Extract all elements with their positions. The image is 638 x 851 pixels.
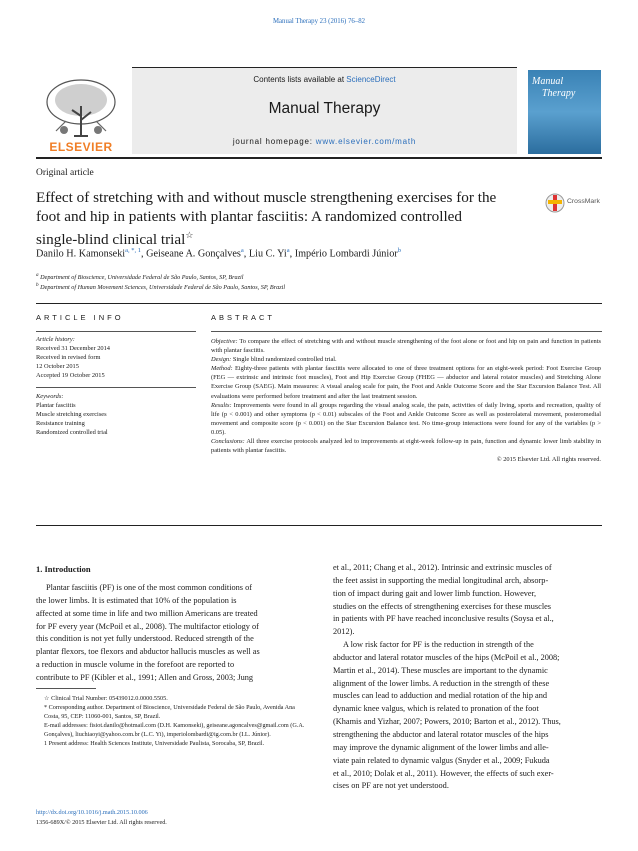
footnote-emails: E-mail addresses: fisiot.danilo@hotmail.com (D.H. Kamonseki), geiseane.agoncalves@gmail.com (G.A. Gonçalves), liuchiaoyi@yahoo.com.br (L.C. Yi), imperiolombardi@ig.com.br (I.L. Júnior). [44, 722, 305, 738]
keywords-rule [36, 387, 196, 388]
abstract-objective [211, 337, 601, 355]
homepage-link[interactable]: www.elsevier.com/math [315, 137, 417, 146]
keyword: Muscle stretching exercises [36, 411, 107, 419]
contents-line [132, 75, 517, 84]
body-line: et al., 2010; Dolak et al., 2011). However, the effects of such exer- [333, 768, 554, 778]
history-item: 12 October 2015 [36, 363, 79, 371]
abstract-method [211, 364, 601, 400]
author-list [36, 247, 596, 259]
affiliation-key: b [36, 282, 39, 288]
body-line: Martin et al., 2014). These muscles are important to the dynamic [333, 665, 548, 675]
cover-title-line-1: Manual [532, 76, 564, 87]
abstract-text: All three exercise protocols analyzed led to improvements at eight-week follow-up in pain, function and dynamic lower limb stability in patients with plantar fasciitis. [211, 438, 601, 455]
abstract-conclusions [211, 437, 601, 455]
abstract-label: Design: [211, 356, 232, 364]
journal-title: Manual Therapy [268, 100, 381, 117]
issn-copyright: 1356-689X/© 2015 Elsevier Ltd. All rights reserved. [36, 819, 167, 826]
article-history [36, 335, 196, 380]
footnote-present-address: 1 Present address: Health Sciences Institute, Universidade Paulista, Sorocaba, SP, Brazil. [44, 740, 265, 747]
abstract-body [211, 337, 601, 464]
body-line: for PF every year (McPoil et al., 2008). The multifactor etiology of [36, 621, 259, 631]
homepage-prefix: journal homepage: [232, 137, 316, 146]
crossmark-icon [545, 192, 565, 214]
copyright-notice: © 2015 Elsevier Ltd. All rights reserved. [496, 456, 601, 464]
abstract-text: Single blind randomized controlled trial. [231, 356, 337, 364]
author-separator: , [141, 248, 147, 260]
affiliation-text: Department of Bioscience, Universidade Federal de São Paulo, Santos, SP, Brazil [40, 274, 244, 282]
body-line: may improve the dynamic alignment of the lower limbs and alle- [333, 742, 549, 752]
body-line: et al., 2011; Chang et al., 2012). Intrinsic and extrinsic muscles of [333, 563, 552, 572]
body-line: strengthening the abductor and lateral rotator muscles of the hips [333, 729, 549, 739]
abstract-design [211, 355, 601, 364]
footnote-rule [36, 688, 96, 689]
section-heading-introduction: 1. Introduction [36, 564, 91, 574]
body-line: dynamic knee valgus, which is related to pronation of the foot [333, 704, 539, 714]
article-title [36, 188, 506, 249]
author-name[interactable]: Império Lombardi Júnior [294, 248, 398, 260]
keyword: Plantar fasciitis [36, 402, 76, 410]
contents-prefix: Contents lists available at [253, 75, 347, 84]
crossmark-badge[interactable] [545, 192, 601, 216]
doi-link[interactable]: http://dx.doi.org/10.1016/j.math.2015.10.006 [36, 809, 148, 816]
journal-citation[interactable]: Manual Therapy 23 (2016) 76–82 [273, 18, 365, 25]
body-line: in patients with PF have reached inconclusive results (Soysa et al., [333, 614, 554, 624]
cover-title-line-2: Therapy [542, 88, 576, 99]
affiliation-text: Department of Human Movement Sciences, Universidade Federal de São Paulo, Santos, SP, Brazil [40, 284, 286, 292]
author-name[interactable]: Danilo H. Kamonseki [36, 248, 126, 260]
footnote-corresponding-author: * Corresponding author. Department of Bioscience, Universidade Federal de São Paulo, Avenida Ana Costa, 95, CEP: 11060-001, Santos, SP, Brazil. [44, 704, 295, 720]
body-line: the feet assist in supporting the medial longitudinal arch, absorp- [333, 575, 549, 585]
abstract-label: Method: [211, 365, 233, 373]
author-separator: , [243, 248, 249, 260]
author-name[interactable]: Liu C. Yi [248, 248, 287, 260]
history-item: Accepted 19 October 2015 [36, 372, 105, 380]
abstract-text: Eighty-three patients with plantar fasciitis were allocated to one of three treatment options for an eight-week period: Foot Exercise Group (FEG — extrinsic and intrinsic foot muscles), Foot and Hip Exercise Group (FHEG — abductor and lateral rotator muscles) and Stretching Alone Exercise Group (SAEG). Main measures: A visual analog scale for pain, the Foot and Ankle Outcome Score and the Star Excursion Balance Test. All evaluations were performed before treatment and after the last treatment session. [211, 365, 601, 400]
body-line: abductor and lateral rotator muscles of the hips (McPoil et al., 2008; [333, 652, 560, 662]
publisher-name: ELSEVIER [49, 140, 113, 154]
body-right-column [333, 562, 602, 793]
author-separator: , [289, 248, 295, 260]
abstract-text: To compare the effect of stretching with and without muscle strengthening of the foot alone or foot and hip on pain and function in patients with plantar fasciitis. [211, 338, 601, 355]
body-line: tion of impact during gait and lower limb function. However, [333, 588, 537, 598]
body-line: cises on PF are not yet understood. [333, 781, 449, 791]
body-line: affected at some time in life and two million Americans are treated [36, 608, 258, 618]
abstract-heading: ABSTRACT [211, 313, 276, 322]
body-line: 2012). [333, 627, 355, 637]
body-line: alignment of the lower limbs. A reduction in the strength of these [333, 678, 550, 688]
keyword: Resistance training [36, 420, 85, 428]
body-line: studies on the effects of strengthening exercises for these muscles [333, 601, 552, 611]
body-line: a reduction in muscle volume in the forefoot are reported to [36, 660, 235, 670]
header-bottom-rule [36, 157, 602, 159]
abstract-rule [211, 331, 602, 332]
author-name[interactable]: Geiseane A. Gonçalves [146, 248, 241, 260]
abstract-label: Objective: [211, 338, 238, 345]
history-item: Received 31 December 2014 [36, 345, 110, 353]
sciencedirect-link[interactable]: ScienceDirect [346, 75, 396, 84]
author-sup[interactable]: a, *, 1 [125, 247, 142, 254]
footnote-trial-number: ☆ Clinical Trial Number: 05439012.0.0000.5505. [44, 695, 168, 702]
keywords-block [36, 392, 196, 437]
article-type: Original article [36, 168, 94, 178]
title-block-rule [36, 303, 602, 304]
body-line: contribute to PF (Kibler et al., 1991; Allen and Gross, 2003; Jung [36, 672, 254, 682]
title-footnote-mark[interactable]: ☆ [185, 230, 194, 240]
article-info-rule [36, 331, 196, 332]
body-line: viate pain related to dynamic valgus (Snyder et al., 2009; Fukuda [333, 755, 550, 765]
history-item: Received in revised form [36, 354, 101, 362]
body-line: the lower limbs. It is estimated that 10% of the population is [36, 595, 237, 605]
body-line: this condition is not yet fully understood. Reduced strength of the [36, 634, 254, 644]
affiliation-key: a [36, 272, 39, 278]
body-line: Plantar fasciitis (PF) is one of the most common conditions of [46, 583, 253, 592]
body-left-column [36, 582, 306, 685]
journal-homepage-line [132, 137, 517, 146]
abstract-results [211, 401, 601, 437]
abstract-label: Results: [211, 401, 232, 409]
author-sup[interactable]: b [397, 247, 401, 254]
body-line: (Khamis and Yizhar, 2007; Powers, 2010; Barton et al., 2012). Thus, [333, 717, 561, 727]
article-title-text: Effect of stretching with and without muscle strengthening exercises for the foot and hip in patients with plantar fasciitis: A randomized controlled single-blind clinical trial [36, 189, 497, 249]
abstract-text: Improvements were found in all groups regarding the visual analog scale, the pain, activities of daily living, sports and recreation, quality of life (p < 0.001) and other symptoms (p < 0.01) subscales of the Foot and Ankle Outcome Score as well as posterolateral movement, posteromedial movement and composite score (p < 0.001) on the Star Excursion Balance test. No time-group interactions were found for any of the variables (p > 0.05). [211, 401, 601, 436]
article-info-heading: ARTICLE INFO [36, 313, 124, 322]
abstract-bottom-rule [36, 525, 602, 526]
footnotes [36, 694, 306, 748]
crossmark-label: CrossMark [567, 198, 600, 205]
body-line: muscles can lead to adduction and medial rotation of the hip and [333, 691, 548, 701]
author-sup[interactable]: a [286, 247, 290, 254]
keyword: Randomized controlled trial [36, 429, 108, 437]
affiliation-b [36, 282, 285, 291]
author-sup[interactable]: a [240, 247, 244, 254]
history-heading: Article history: [36, 336, 75, 343]
keywords-heading: Keywords: [36, 393, 64, 400]
abstract-label: Conclusions: [211, 438, 245, 446]
body-line: plantar flexors, toe flexors and abductor hallucis muscles as well as [36, 647, 260, 657]
header-top-rule [132, 67, 517, 68]
affiliation-a [36, 272, 243, 281]
body-line: A low risk factor for PF is the reduction in strength of the [343, 640, 534, 650]
